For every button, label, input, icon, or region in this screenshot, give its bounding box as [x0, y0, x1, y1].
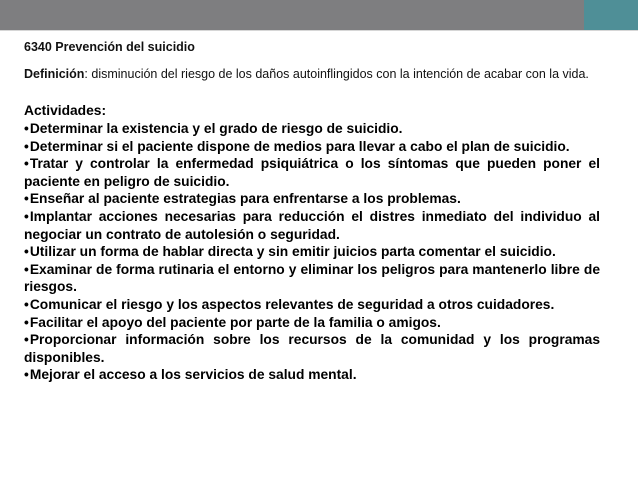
definition-label: Definición	[24, 67, 85, 81]
header-divider	[0, 30, 638, 31]
activity-item: •Implantar acciones necesarias para reducción el distres inmediato del individuo al negociar un contrato de autolesión o seguridad.	[24, 208, 600, 242]
bullet-icon: •	[24, 367, 29, 383]
definition-paragraph	[24, 65, 594, 83]
activity-item: •Tratar y controlar la enfermedad psiquiátrica o los síntomas que pueden poner el paciente en peligro de suicidio.	[24, 156, 600, 189]
activity-item: •Proporcionar información sobre los recursos de la comunidad y los programas disponibles.	[24, 332, 600, 365]
bullet-icon: •	[24, 138, 29, 154]
bullet-icon: •	[24, 332, 29, 348]
activity-item: •Facilitar el apoyo del paciente por parte de la familia o amigos.	[24, 314, 441, 330]
header-bar	[0, 0, 638, 30]
activity-item: •Examinar de forma rutinaria el entorno y eliminar los peligros para mantenerlo libre de riesgos.	[24, 261, 600, 295]
header-bar-accent-segment	[584, 0, 638, 30]
bullet-icon: •	[24, 208, 29, 224]
bullet-icon: •	[24, 244, 29, 260]
slide-title: 6340 Prevención del suicidio	[24, 40, 195, 54]
activity-item: •Determinar la existencia y el grado de riesgo de suicidio.	[24, 121, 403, 136]
bullet-icon: •	[24, 261, 29, 277]
bullet-icon: •	[24, 296, 29, 312]
bullet-icon: •	[24, 314, 29, 330]
bullet-icon: •	[24, 156, 29, 172]
activities-heading: Actividades:	[24, 103, 107, 118]
activity-item: •Enseñar al paciente estrategias para enfrentarse a los problemas.	[24, 191, 461, 207]
bullet-icon: •	[24, 121, 29, 136]
bullet-icon: •	[24, 191, 29, 207]
header-bar-dark-segment	[0, 0, 584, 30]
activity-item: •Comunicar el riesgo y los aspectos relevantes de seguridad a otros cuidadores.	[24, 296, 555, 312]
activity-item: •Mejorar el acceso a los servicios de salud mental.	[24, 367, 357, 383]
activities-list	[24, 120, 600, 384]
activities-section	[24, 102, 600, 384]
activity-item: •Utilizar un forma de hablar directa y sin emitir juicios parta comentar el suicidio.	[24, 244, 556, 260]
definition-text: : disminución del riesgo de los daños autoinflingidos con la intención de acabar con la vida.	[84, 67, 589, 81]
activity-item: •Determinar si el paciente dispone de medios para llevar a cabo el plan de suicidio.	[24, 138, 570, 154]
